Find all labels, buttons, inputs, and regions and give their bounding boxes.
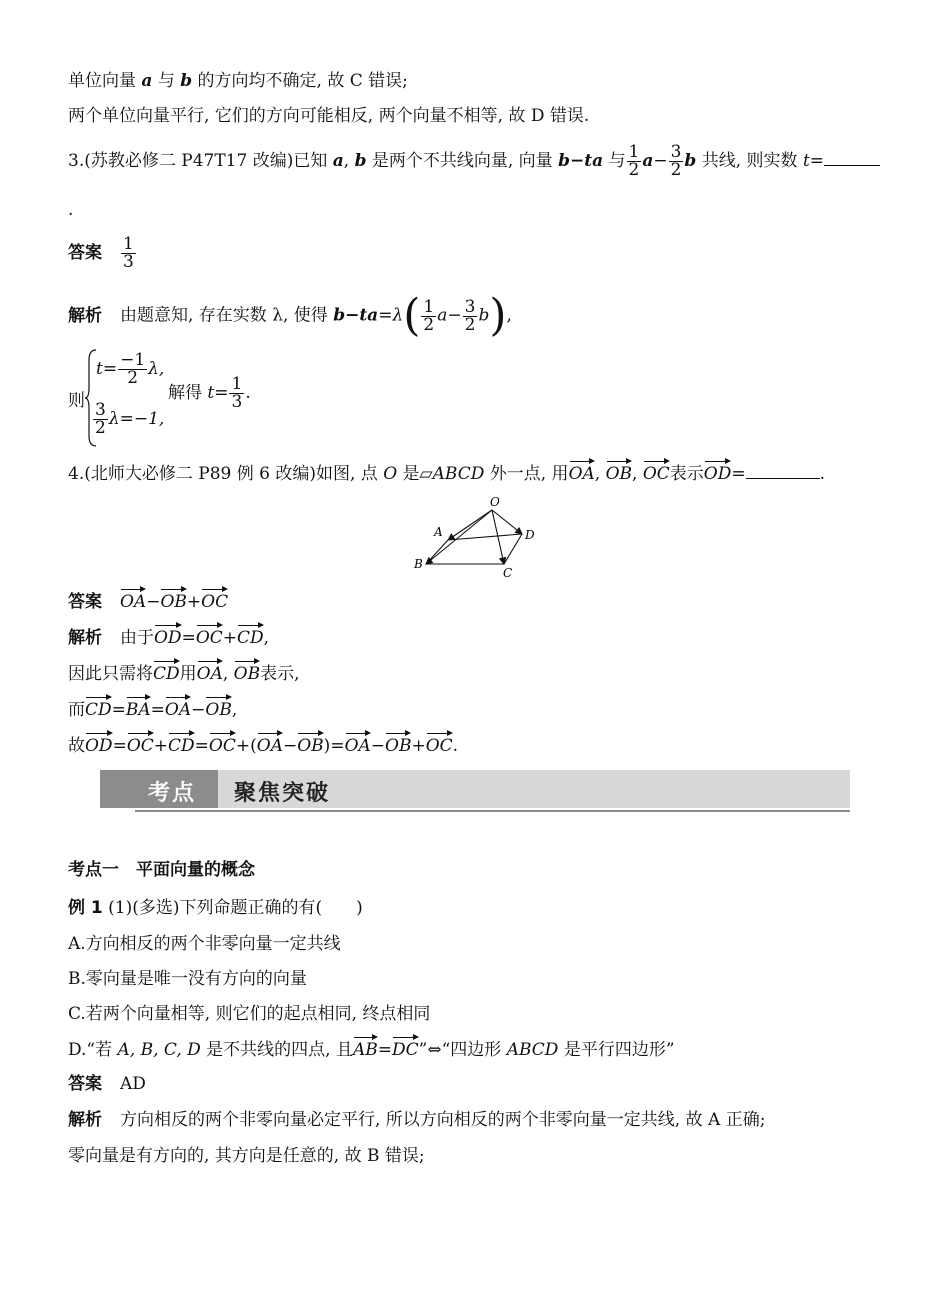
equation-row-1: t= $\frac{-1}{2}$ λ, [96, 350, 165, 388]
topic-heading: 考点一 平面向量的概念 [68, 860, 255, 880]
answer-blank [746, 464, 820, 479]
label-A: A [434, 525, 443, 539]
section-header [100, 770, 850, 812]
option-a: A.方向相反的两个非零向量一定共线 [68, 934, 341, 954]
answer-4: 答案 OA−OB+OC [68, 592, 229, 612]
solution-4-line-4: 故OD=OC+CD=OC+(OA−OB)=OA−OB+OC. [68, 736, 459, 756]
option-d: D.“若 A, B, C, D 是不共线的四点, 且AB=DC”⇔“四边形 ABCD 是平行四边形” [68, 1040, 675, 1060]
fraction: $\frac{3}{2}$ [95, 400, 106, 438]
text-line-1: 单位向量 a 与 b 的方向均不确定, 故 C 错误; [68, 71, 408, 91]
section-tag: 考点 [148, 781, 197, 806]
answer-3: 答案 $\frac{1}{3}$ [68, 234, 134, 272]
fraction: $\frac{-1}{2}$ [120, 350, 146, 388]
option-c: C.若两个向量相等, 则它们的起点相同, 终点相同 [68, 1004, 431, 1024]
fraction: $\frac{1}{2}$ [423, 296, 435, 335]
label-O: O [490, 495, 500, 509]
parallelogram-figure [408, 494, 548, 580]
solution-4-line-2: 因此只需将CD用OA, OB表示, [68, 664, 300, 684]
fraction: $\frac{1}{3}$ [123, 234, 134, 272]
solution-5-line-1: 解析 方向相反的两个非零向量必定平行, 所以方向相反的两个非零向量一定共线, 故 A 正确; [68, 1110, 766, 1130]
option-b: B.零向量是唯一没有方向的向量 [68, 969, 307, 989]
solution-4-line-1: 解析 由于OD=OC+CD, [68, 628, 270, 648]
answer-5: 答案 AD [68, 1074, 146, 1094]
example-1: 例 1 (1)(多选)下列命题正确的有( ) [68, 898, 363, 918]
question-3: 3.(苏教必修二 P47T17 改编)已知 a, b 是两个不共线向量, 向量 b−ta 与 $\frac{1}{2}$ a− $\frac{3}{2}$ b 共线, 则实数 t= [68, 144, 880, 179]
label-D: D [525, 528, 535, 542]
label-B: B [414, 557, 423, 571]
answer-blank [824, 151, 880, 166]
fraction: $\frac{3}{2}$ [670, 142, 682, 180]
question-3-dot: . [68, 200, 74, 220]
fraction: $\frac{3}{2}$ [464, 296, 476, 335]
text-line-2: 两个单位向量平行, 它们的方向可能相反, 两个向量不相等, 故 D 错误. [68, 106, 590, 126]
fraction: $\frac{1}{3}$ [231, 374, 243, 412]
equation-system: 则 t= $\frac{-1}{2}$ λ, $\frac{3}{2}$ λ=−1, 解得 t= $\frac{1}{3}$ . [68, 346, 368, 450]
section-title: 聚焦突破 [234, 781, 331, 806]
solution-5-line-2: 零向量是有方向的, 其方向是任意的, 故 B 错误; [68, 1146, 425, 1166]
equation-row-2: $\frac{3}{2}$ λ=−1, [95, 400, 165, 438]
label-C: C [503, 566, 513, 580]
solution-4-line-3: 而CD=BA=OA−OB, [68, 700, 238, 720]
solve-result: 解得 t= $\frac{1}{3}$ . [168, 374, 251, 412]
fraction: $\frac{1}{2}$ [628, 142, 640, 180]
question-4: 4.(北师大必修二 P89 例 6 改编)如图, 点 O 是▱ABCD 外一点, 用OA, OB, OC表示OD= . [68, 464, 826, 484]
solution-3: 解析 由题意知, 存在实数 λ, 使得 b−ta=λ( $\frac{1}{2}$ a− $\frac{3}{2}$ b), [68, 290, 512, 341]
